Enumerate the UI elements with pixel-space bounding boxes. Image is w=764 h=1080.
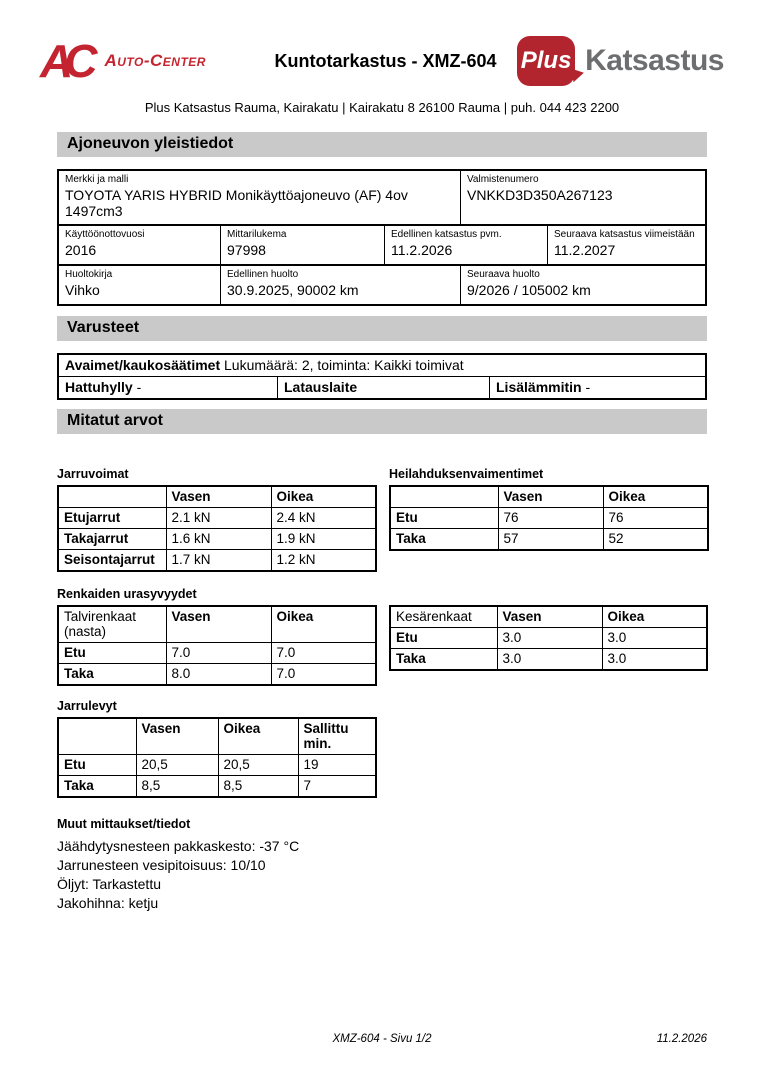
measured-row-brakes-shocks <box>57 434 707 572</box>
table-cell: 7.0 <box>166 643 271 664</box>
table-row <box>58 529 376 550</box>
row-label-cell: Etu <box>58 755 136 776</box>
table-cell: 1.9 kN <box>271 529 376 550</box>
table-header-row <box>58 486 376 508</box>
table-header-cell: Oikea <box>271 606 376 643</box>
table-row <box>58 643 376 664</box>
table-header-row <box>390 486 708 508</box>
measured-row-tyres <box>57 601 707 686</box>
table-header-cell: Oikea <box>602 606 707 628</box>
table-header-row <box>58 718 376 755</box>
equipment-label: Latauslaite <box>284 379 358 395</box>
table-cell: 2.4 kN <box>271 508 376 529</box>
field-label: Valmistenumero <box>467 174 539 185</box>
table-row <box>390 628 707 649</box>
table-header-cell: Oikea <box>603 486 708 508</box>
footer-date: 11.2.2026 <box>656 1033 707 1045</box>
table-cell: 8.0 <box>166 664 271 686</box>
table-cell: 52 <box>603 529 708 551</box>
table-row <box>390 529 708 551</box>
equipment-row-items <box>59 377 705 398</box>
row-label-cell: Takajarrut <box>58 529 166 550</box>
table-cell: 7 <box>298 776 376 798</box>
field-value: 9/2026 / 105002 km <box>467 282 591 298</box>
brake-forces-block <box>57 434 375 572</box>
field-value: 11.2.2026 <box>391 242 453 258</box>
equipment-value: Lukumäärä: 2, toiminta: Kaikki toimivat <box>224 357 464 373</box>
footer-page-number: XMZ-604 - Sivu 1/2 <box>332 1033 432 1045</box>
table-cell: 7.0 <box>271 664 376 686</box>
table-header-cell: Oikea <box>218 718 298 755</box>
equipment-cell-hat-shelf <box>59 377 277 398</box>
table-row <box>390 649 707 671</box>
measurement-line: Jäähdytysnesteen pakkaskesto: -37 °C <box>57 838 300 854</box>
info-cell-service-book <box>59 266 220 304</box>
shock-absorbers-block <box>389 434 707 551</box>
equipment-value: - <box>136 379 142 395</box>
vehicle-info-table <box>57 169 707 306</box>
field-value: TOYOTA YARIS HYBRID Monikäyttöajoneuvo (AF) 4ov 1497cm3 <box>65 187 408 219</box>
table-row <box>390 508 708 529</box>
section-title-equipment: Varusteet <box>57 316 707 341</box>
row-label-cell: Taka <box>58 776 136 798</box>
field-label: Mittarilukema <box>227 229 287 240</box>
field-label: Käyttöönottovuosi <box>65 229 145 240</box>
table-header-row <box>58 606 376 643</box>
auto-center-monogram-icon: AC <box>40 35 89 87</box>
equipment-label: Lisälämmitin <box>496 379 582 395</box>
table-row <box>58 755 376 776</box>
info-cell-previous-service <box>220 266 460 304</box>
field-label: Merkki ja malli <box>65 174 129 185</box>
table-cell: 3.0 <box>602 628 707 649</box>
auto-center-wordmark: Auto-Center <box>104 51 206 70</box>
info-cell-vin <box>460 171 705 224</box>
field-label: Edellinen huolto <box>227 269 299 280</box>
table-cell: 76 <box>603 508 708 529</box>
field-value: 97998 <box>227 242 266 258</box>
footer <box>0 1033 764 1049</box>
table-header-cell: Talvirenkaat (nasta) <box>58 606 166 643</box>
table-row <box>58 508 376 529</box>
plus-badge-text: Plus <box>520 47 572 74</box>
info-cell-next-inspection <box>547 226 705 264</box>
brake-discs-table <box>57 717 377 798</box>
field-label: Edellinen katsastus pvm. <box>391 229 502 240</box>
info-cell-make-model <box>59 171 460 224</box>
auto-center-logo <box>40 35 235 87</box>
row-label-cell: Taka <box>58 664 166 686</box>
plus-badge-icon <box>517 36 575 86</box>
table-cell: 20,5 <box>218 755 298 776</box>
table-header-cell <box>58 486 166 508</box>
row-label-cell: Seisontajarrut <box>58 550 166 572</box>
table-caption: Jarrulevyt <box>57 699 117 713</box>
table-header-cell <box>390 486 498 508</box>
table-cell: 3.0 <box>602 649 707 671</box>
table-cell: 1.7 kN <box>166 550 271 572</box>
table-header-cell: Kesärenkaat <box>390 606 497 628</box>
equipment-cell-charger <box>277 377 489 398</box>
equipment-value: - <box>585 379 591 395</box>
row-label-cell: Etu <box>390 628 497 649</box>
table-header-cell: Vasen <box>166 486 271 508</box>
winter-tyres-table <box>57 605 377 686</box>
table-header-cell: Vasen <box>136 718 218 755</box>
field-label: Seuraava huolto <box>467 269 540 280</box>
table-cell: 7.0 <box>271 643 376 664</box>
katsastus-wordmark: Katsastus <box>585 44 724 77</box>
table-row <box>58 550 376 572</box>
table-header-cell: Vasen <box>497 606 602 628</box>
measurement-line: Jarrunesteen vesipitoisuus: 10/10 <box>57 857 266 873</box>
table-header-cell <box>58 718 136 755</box>
table-cell: 20,5 <box>136 755 218 776</box>
station-contact-line: Plus Katsastus Rauma, Kairakatu | Kairakatu 8 26100 Rauma | puh. 044 423 2200 <box>144 100 620 115</box>
section-title-vehicle-info: Ajoneuvon yleistiedot <box>57 132 707 157</box>
table-header-cell: Oikea <box>271 486 376 508</box>
row-label-cell: Etu <box>58 643 166 664</box>
winter-tyres-block <box>57 601 375 686</box>
measurement-line: Öljyt: Tarkastettu <box>57 876 162 892</box>
speech-bubble-tail-icon <box>571 66 586 82</box>
info-cell-next-service <box>460 266 705 304</box>
field-value: 2016 <box>65 242 97 258</box>
row-label-cell: Etu <box>390 508 498 529</box>
table-header-cell: Vasen <box>498 486 603 508</box>
field-value: 30.9.2025, 90002 km <box>227 282 359 298</box>
table-cell: 1.2 kN <box>271 550 376 572</box>
document-title: Kuntotarkastus - XMZ-604 <box>274 50 497 71</box>
row-label-cell: Taka <box>390 649 497 671</box>
summer-tyres-block <box>389 601 707 671</box>
row-label-cell: Etujarrut <box>58 508 166 529</box>
field-value: VNKKD3D350A267123 <box>467 187 613 203</box>
field-label: Huoltokirja <box>65 269 113 280</box>
summer-tyres-table <box>389 605 708 671</box>
table-row <box>58 776 376 798</box>
table-caption: Renkaiden urasyvyydet <box>57 587 197 601</box>
table-cell: 8,5 <box>218 776 298 798</box>
field-value: 11.2.2027 <box>554 242 616 258</box>
table-cell: 3.0 <box>497 628 602 649</box>
table-header-cell: Vasen <box>166 606 271 643</box>
other-measurements-block <box>57 837 707 913</box>
brake-forces-table <box>57 485 377 572</box>
shock-absorbers-table <box>389 485 709 551</box>
section-title-measured-values: Mitatut arvot <box>57 409 707 434</box>
equipment-row-keys <box>59 355 705 377</box>
document-header <box>0 0 764 92</box>
table-cell: 19 <box>298 755 376 776</box>
equipment-table <box>57 353 707 400</box>
equipment-cell-aux-heater <box>489 377 705 398</box>
info-cell-first-use-year <box>59 226 220 264</box>
table-cell: 8,5 <box>136 776 218 798</box>
info-cell-odometer <box>220 226 384 264</box>
table-cell: 1.6 kN <box>166 529 271 550</box>
plus-katsastus-logo <box>520 36 724 86</box>
field-value: Vihko <box>65 282 100 298</box>
table-row <box>58 664 376 686</box>
row-label-cell: Taka <box>390 529 498 551</box>
field-label: Seuraava katsastus viimeistään <box>554 229 695 240</box>
table-header-cell: Sallittu min. <box>298 718 376 755</box>
table-cell: 57 <box>498 529 603 551</box>
table-row <box>59 226 705 266</box>
table-cell: 76 <box>498 508 603 529</box>
equipment-label: Avaimet/kaukosäätimet <box>65 357 221 373</box>
table-row <box>59 171 705 226</box>
table-header-row <box>390 606 707 628</box>
table-cell: 3.0 <box>497 649 602 671</box>
table-caption: Heilahduksenvaimentimet <box>389 467 544 481</box>
measurement-line: Jakohihna: ketju <box>57 895 159 911</box>
table-row <box>59 266 705 304</box>
table-cell: 2.1 kN <box>166 508 271 529</box>
table-caption: Muut mittaukset/tiedot <box>57 817 191 831</box>
info-cell-previous-inspection <box>384 226 547 264</box>
table-caption: Jarruvoimat <box>57 467 129 481</box>
equipment-label: Hattuhylly <box>65 379 133 395</box>
